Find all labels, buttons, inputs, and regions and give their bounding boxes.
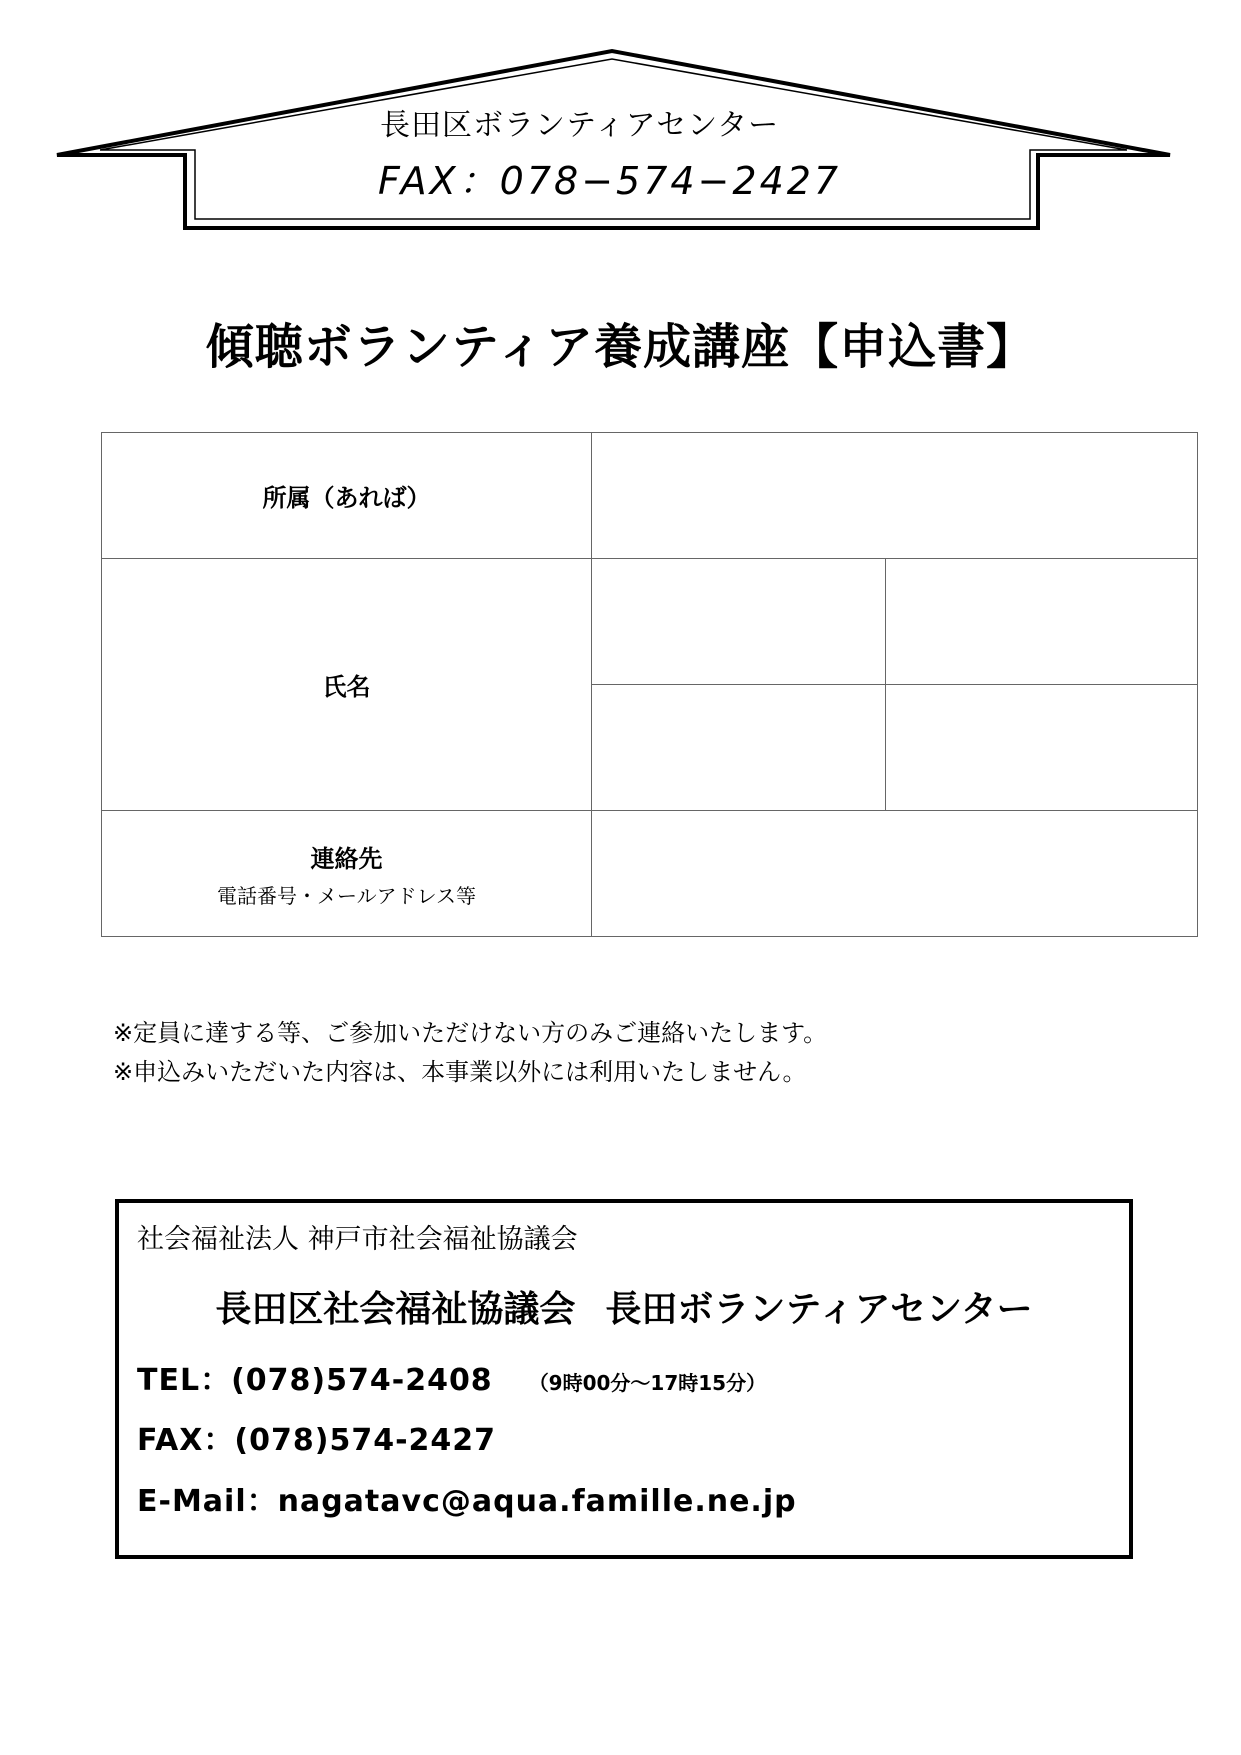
tel-line — [137, 1355, 766, 1399]
contact-row — [102, 811, 1198, 937]
header-center-name: 長田区ボランティアセンター — [380, 108, 780, 143]
name-label: 氏名 — [102, 559, 592, 811]
affiliation-label: 所属（あれば） — [102, 433, 592, 559]
email-address: E-Mail：nagatavc@aqua.famille.ne.jp — [137, 1484, 797, 1519]
tel-number: TEL：(078)574-2408 — [137, 1363, 493, 1398]
organization-name-center: 長田ボランティアセンター — [605, 1289, 1033, 1330]
note-line: ※定員に達する等、ご参加いただけない方のみご連絡いたします。 — [113, 1019, 828, 1047]
contact-info-box — [115, 1199, 1133, 1559]
name-input-cell-1[interactable] — [592, 559, 886, 685]
name-input-cell-3[interactable] — [592, 685, 886, 811]
contact-label-cell — [102, 811, 592, 937]
header-fax: FAX：078−574−2427 — [378, 159, 842, 203]
organization-name — [119, 1281, 1129, 1332]
note-line: ※申込みいただいた内容は、本事業以外には利用いたしません。 — [113, 1058, 807, 1086]
affiliation-row — [102, 433, 1198, 559]
affiliation-input-cell[interactable] — [592, 433, 1198, 559]
name-input-cell-2[interactable] — [886, 559, 1198, 685]
contact-label: 連絡先 — [310, 844, 383, 873]
document-title: 傾聴ボランティア養成講座【申込書】 — [205, 319, 1036, 375]
fax-number: FAX：(078)574-2427 — [137, 1423, 497, 1458]
application-form-table — [101, 432, 1198, 937]
name-input-cell-4[interactable] — [886, 685, 1198, 811]
contact-sublabel: 電話番号・メールアドレス等 — [217, 883, 476, 908]
name-row — [102, 559, 1198, 685]
parent-organization: 社会福祉法人 神戸市社会福祉協議会 — [137, 1224, 578, 1255]
office-hours: （9時00分～17時15分） — [528, 1371, 767, 1395]
organization-name-council: 長田区社会福祉協議会 — [215, 1289, 576, 1330]
notes — [113, 1014, 1113, 1092]
contact-input-cell[interactable] — [592, 811, 1198, 937]
